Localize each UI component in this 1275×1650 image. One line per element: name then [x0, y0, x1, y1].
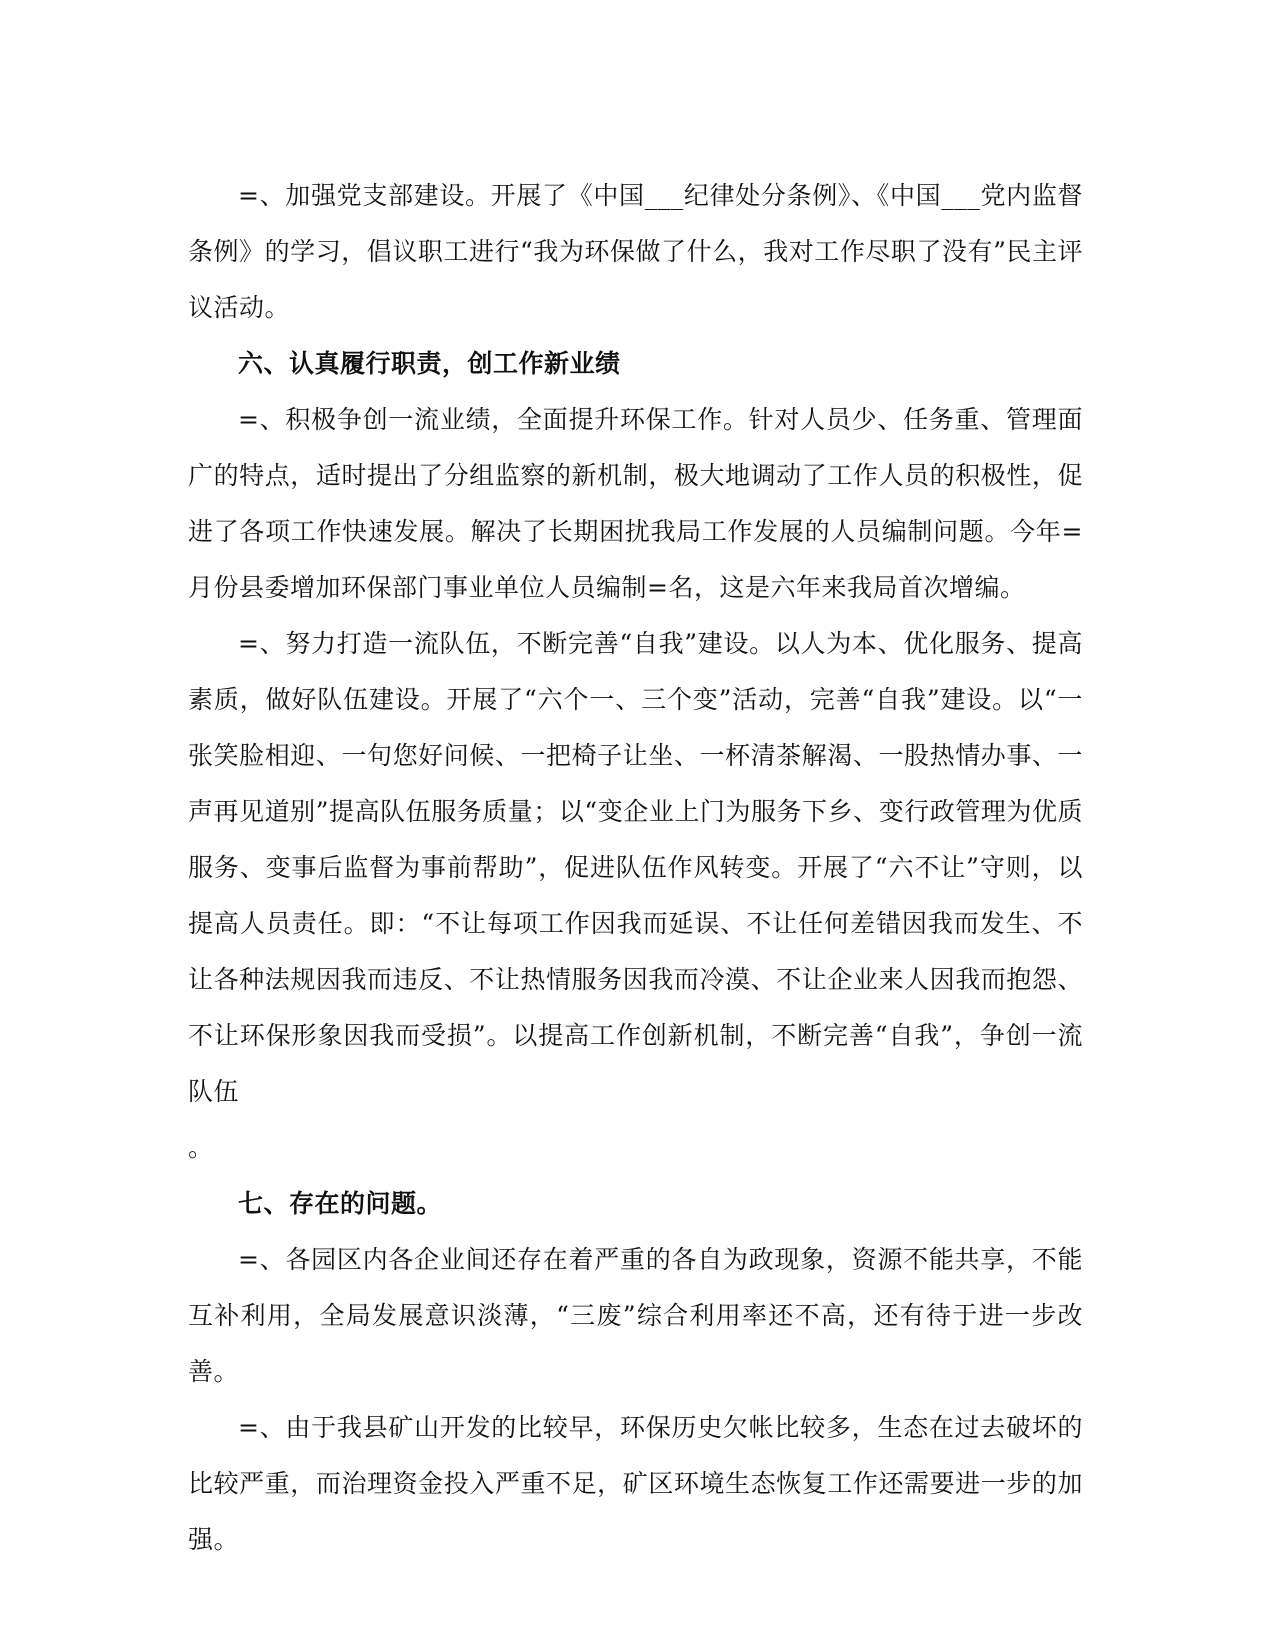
paragraph-first-class-team: =、努力打造一流队伍，不断完善“自我”建设。以人为本、优化服务、提高素质，做好队伍建设。开展了“六个一、三个变”活动，完善“自我”建设。以“一张笑脸相迎、一句您好问候、一把椅子让坐、一杯清茶解渴、一股热情办事、一声再见道别”提高队伍服务质量；以“变企业上门为服务下乡、变行政管理为优质服务、变事后监督为事前帮助”，促进队伍作风转变。开展了“六不让”守则，以提高人员责任。即：“不让每项工作因我而延误、不让任何差错因我而发生、不让各种法规因我而违反、不让热情服务因我而冷漠、不让企业来人因我而抱怨、不让环保形象因我而受损”。以提高工作创新机制，不断完善“自我”，争创一流队伍 [188, 629, 1083, 1106]
paragraph-problem-park: =、各园区内各企业间还存在着严重的各自为政现象，资源不能共享，不能互补利用，全局发展意识淡薄，“三废”综合利用率还不高，还有待于进一步改善。 [188, 1245, 1083, 1386]
section-heading-six: 六、认真履行职责，创工作新业绩 [238, 349, 621, 378]
document-body [188, 168, 1083, 1568]
paragraph-party-branch: =、加强党支部建设。开展了《中国___纪律处分条例》、《中国___党内监督条例》的学习，倡议职工进行“我为环保做了什么，我对工作尽职了没有”民主评议活动。 [188, 181, 1083, 322]
paragraph-first-class-performance: =、积极争创一流业绩，全面提升环保工作。针对人员少、任务重、管理面广的特点，适时提出了分组监察的新机制，极大地调动了工作人员的积极性，促进了各项工作快速发展。解决了长期困扰我局工作发展的人员编制问题。今年=月份县委增加环保部门事业单位人员编制=名，这是六年来我局首次增编。 [188, 405, 1083, 602]
stray-period: 。 [188, 1133, 214, 1162]
paragraph-problem-mining: =、由于我县矿山开发的比较早，环保历史欠帐比较多，生态在过去破坏的比较严重，而治理资金投入严重不足，矿区环境生态恢复工作还需要进一步的加强。 [188, 1413, 1083, 1554]
section-heading-seven: 七、存在的问题。 [238, 1189, 443, 1218]
